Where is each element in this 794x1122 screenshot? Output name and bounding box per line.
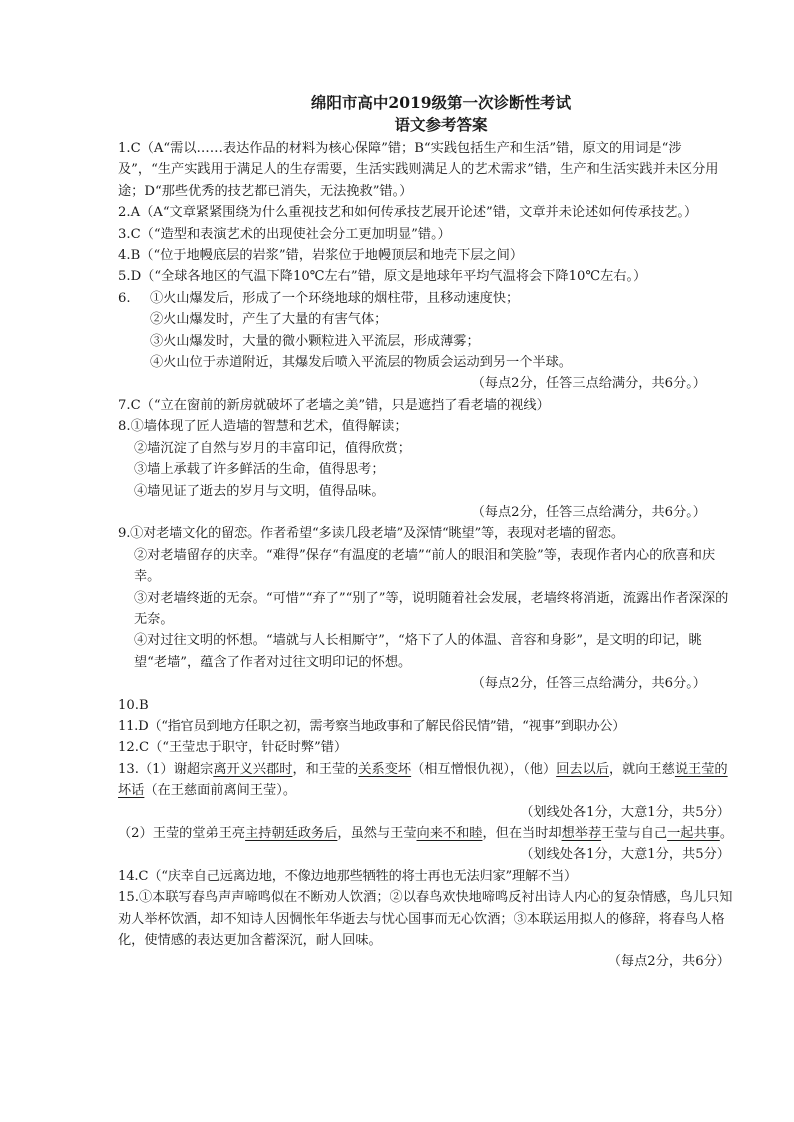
q13-2-text: ，虽然与王莹 (337, 826, 417, 841)
q13-1-underlined: 回去以后 (556, 761, 609, 777)
q13-2-underlined: 向来不和睦 (416, 826, 483, 841)
answer-q6-item: ①火山爆发后，形成了一个环绕地球的烟柱带，且移动速度快； (150, 290, 520, 306)
answer-q14: 14.C（“庆幸自己远离边地，不像边地那些牺牲的将士再也无法归家”理解不当） (118, 868, 577, 884)
q13-2-underlined: 主持朝廷政务后 (245, 826, 338, 841)
q13-1-underlined: 关系变坏 (358, 761, 412, 777)
answer-q7: 7.C（“立在窗前的新房就破坏了老墙之美”错，只是遮挡了看老墙的视线） (118, 397, 550, 413)
answer-q10: 10.B (118, 697, 149, 713)
exam-subtitle: 语文参考答案 (394, 115, 488, 134)
answer-q6-item: ④火山位于赤道附近，其爆发后喷入平流层的物质会运动到另一个半球。 (150, 355, 572, 371)
exam-title: 绵阳市高中2019级第一次诊断性考试 (310, 93, 572, 112)
answer-q9-score: （每点2分，任答三点给满分，共6分。） (471, 676, 706, 692)
answer-q12: 12.C（“王莹忠于职守，针砭时弊”错） (118, 740, 348, 756)
answer-q8-item: ③墙上承载了许多鲜活的生命，值得思考； (134, 462, 385, 478)
answer-q8-item: ②墙沉淀了自然与岁月的丰富印记，值得欣赏； (134, 440, 411, 456)
answer-q6-score: （每点2分，任答三点给满分，共6分。） (471, 376, 706, 392)
q13-2-text: 。 (719, 826, 734, 841)
answer-q9-item: ④对过往文明的怀想。“墙就与人长相厮守”，“烙下了人的体温、音容和身影”，是文明的印记，眺望“老墙”，蕴含了作者对过往文明印记的怀想。 (134, 633, 702, 670)
answer-q13-1-score: （划线处各1分，大意1分，共5分） (520, 804, 730, 820)
q13-1-underlined: 说王莹的坏话 (118, 761, 728, 799)
answer-q4: 4.B（“位于地幔底层的岩浆”错，岩浆位于地幔顶层和地壳下层之间） (118, 248, 524, 264)
answer-q9-first: 9.①对老墙文化的留恋。作者希望“多读几段老墙”及深情“眺望”等，表现对老墙的留恋。 (118, 526, 624, 542)
q13-2-text: （2）王莹的堂弟王亮 (118, 826, 246, 841)
q13-2-underlined: 想举荐 (561, 826, 602, 841)
answer-q6-item: ②火山爆发时，产生了大量的有害气体； (150, 312, 388, 328)
answer-q6 (118, 288, 734, 374)
answer-q8-score: （每点2分，任答三点给满分，共6分。） (471, 504, 706, 520)
q13-2-underlined: 一起共事 (667, 826, 720, 841)
answer-q9-item: ②对老墙留存的庆幸。“难得”保存“有温度的老墙”“前人的眼泪和笑脸”等，表现作者内心的欣喜和庆幸。 (134, 547, 716, 585)
q13-2-text: 王莹与自己 (601, 826, 668, 841)
answer-q13-part2 (118, 823, 734, 844)
answer-q13-2-score: （划线处各1分，大意1分，共5分） (520, 847, 730, 863)
answer-q6-number: 6. (118, 290, 131, 306)
answer-q5: 5.D（“全球各地区的气温下降10℃左右”错，原文是地球年平均气温将会下降10℃左右。） (118, 269, 647, 285)
answer-q2: 2.A（A“文章紧紧围绕为什么重视技艺和如何传承技艺展开论述”错，文章并未论述如何传承技艺。） (118, 205, 698, 221)
answer-q11: 11.D（“指官员到地方任职之初，需考察当地政事和了解民俗民情”错，“视事”到职办公） (118, 718, 626, 734)
answer-q15-score: （每点2分，共6分） (607, 954, 730, 970)
q13-2-text: ，但在当时却 (482, 826, 562, 841)
q13-1-text: ，和王莹的 (292, 761, 359, 777)
answer-q8-item: ④墙见证了逝去的岁月与文明，值得品味。 (134, 483, 385, 499)
answer-q9-item: ③对老墙终逝的无奈。“可惜”“弃了”“别了”等，说明随着社会发展，老墙终将消逝，流露出作者深深的无奈。 (134, 590, 729, 627)
answer-q6-item: ③火山爆发时，大量的微小颗粒进入平流层，形成薄雾； (150, 333, 480, 349)
q13-1-text: （在王慈面前离间王莹）。 (144, 783, 297, 799)
answer-q15: 15.①本联写春鸟声声啼鸣似在不断劝人饮酒；②以春鸟欢快地啼鸣反衬出诗人内心的复杂情感，鸟儿只知劝人举杯饮酒，却不知诗人因惆怅年华逝去与忧心国事而无心饮酒；③本联运用拟人的修辞，将春鸟人格化，使情感的表达更加含蓄深沉，耐人回味。 (118, 890, 733, 949)
q13-1-text: ，就向王慈 (608, 761, 675, 777)
q13-1-underlined: 离开义兴郡时 (213, 761, 293, 777)
answer-q13-part1 (118, 759, 734, 802)
answer-q1: 1.C（A“需以……表达作品的材料为核心保障”错；B“实践包括生产和生活”错，原文的用词是“涉及”，“生产实践用于满足人的生存需要，生活实践则满足人的艺术需求”错，生产和生活实践并未区分用途；D“那些优秀的技艺都已消失，无法挽救”错。） (118, 141, 719, 199)
q13-1-text: 13.（1）谢超宗 (118, 761, 214, 777)
answer-q8-first: 8.①墙体现了匠人造墙的智慧和艺术，值得解读； (118, 419, 408, 435)
q13-1-text: （相互憎恨仇视），（他） (411, 761, 557, 777)
answer-q3: 3.C（“造型和表演艺术的出现使社会分工更加明显”错。） (118, 226, 451, 242)
